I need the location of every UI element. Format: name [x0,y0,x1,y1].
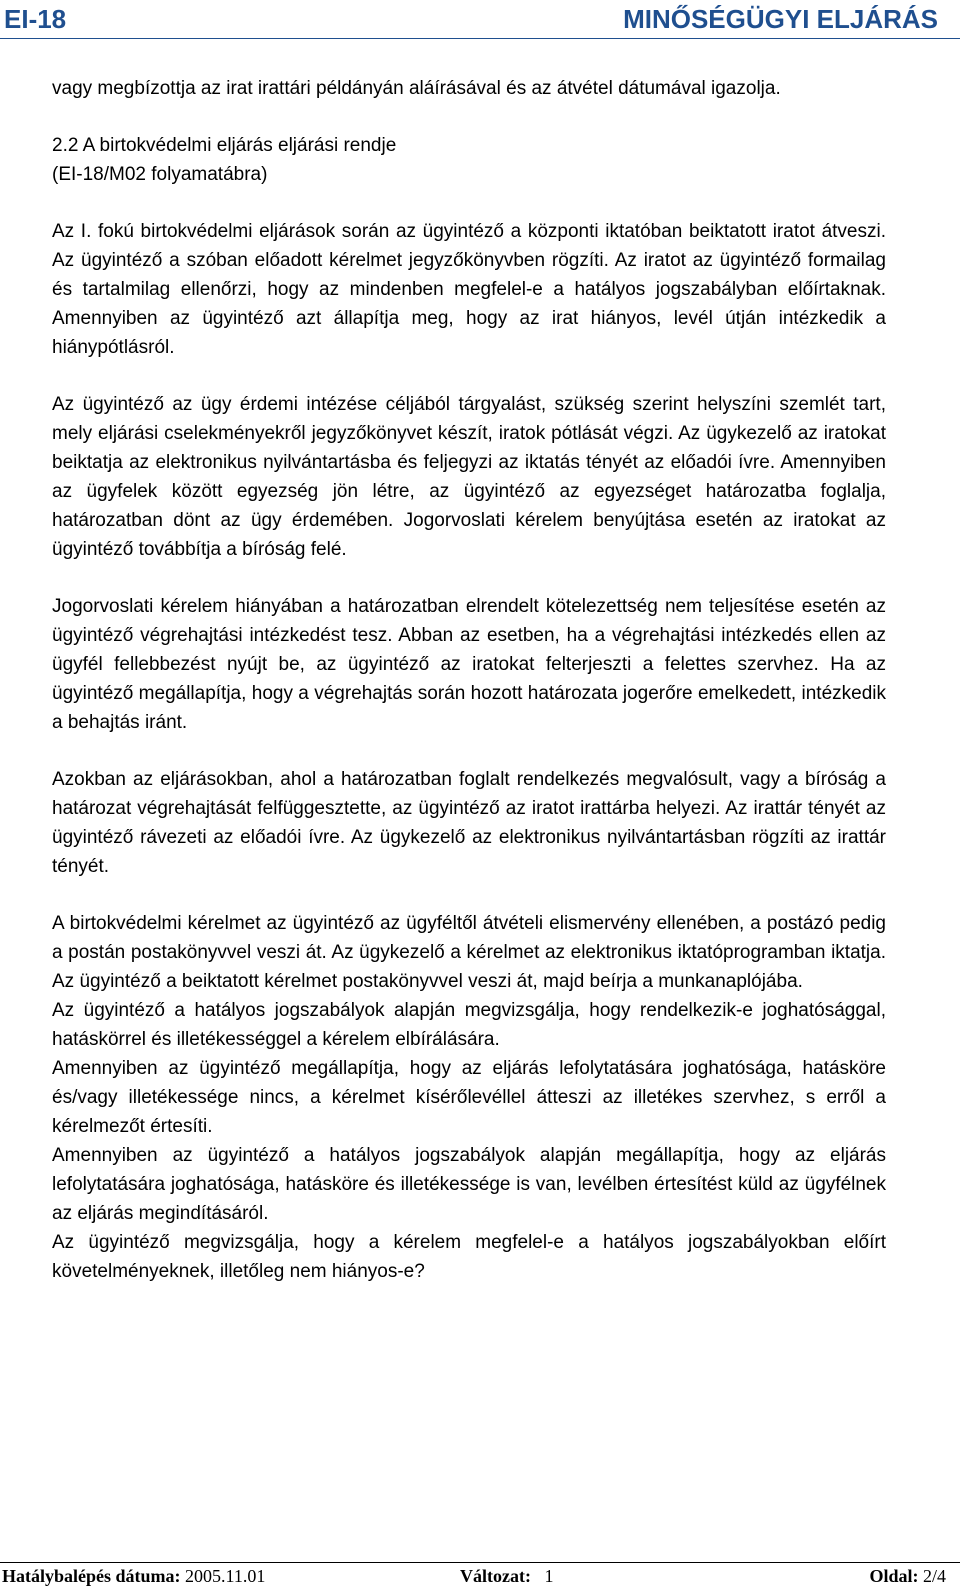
footer-divider [0,1562,960,1563]
section-heading-line2: (EI-18/M02 folyamatábra) [52,164,268,185]
effective-date-label: Hatálybalépés dátuma: [2,1566,181,1586]
version-value: 1 [544,1566,554,1586]
paragraph-enforcement: Jogorvoslati kérelem hiányában a határozatban elrendelt kötelezettség nem teljesítése esetén az ügyintéző végrehajtási intézkedést tesz. Abban az esetben, ha a végrehajtási intézkedés ellen az ügyfél fellebbezést nyújt be, az ügyintéző az iratokat felterjeszti a felettes szervhez. Ha az ügyintéző megállapítja, hogy a végrehajtás során hozott határozata jogerőre emelkedett, intézkedik a behajtás iránt. [52,596,886,733]
paragraph-notification: Amennyiben az ügyintéző a hatályos jogszabályok alapján megállapítja, hogy az eljárás lefolytatására joghatósága, hatásköre és illetékessége is van, levélben értesítést küld az ügyfélnek az eljárás megindításáról. [52,1145,886,1224]
paragraph-requirements-check: Az ügyintéző megvizsgálja, hogy a kérelem megfelel-e a hatályos jogszabályokban előírt követelményeknek, illetőleg nem hiányos-e? [52,1232,886,1282]
paragraph-intake: Az I. fokú birtokvédelmi eljárások során az ügyintéző a központi iktatóban beiktatott iratot átveszi. Az ügyintéző a szóban előadott kérelmet jegyzőkönyvben rögzíti. Az iratot az ügyintéző formailag és tartalmilag ellenőrzi, hogy az mindenben megfelel-e a hatályos jogszabályban előírtaknak. Amennyiben az ügyintéző azt állapítja meg, hogy az irat hiányos, levél útján intézkedik a hiánypótlásról. [52,221,886,358]
header-divider [0,38,960,39]
paragraph-jurisdiction-check: Az ügyintéző a hatályos jogszabályok alapján megvizsgálja, hogy rendelkezik-e joghatósággal, hatáskörrel és illetékességgel a kérelem elbírálására. [52,1000,886,1050]
page-body [52,74,886,1286]
page-number-value: 2/4 [922,1566,946,1586]
document-code: EI-18 [4,4,67,34]
paragraph-archiving: Azokban az eljárásokban, ahol a határozatban foglalt rendelkezés megvalósult, vagy a bíróság a határozat végrehajtását felfüggesztette, az ügyintéző az iratot irattárba helyezi. Az irattár tényét az ügyintéző rávezeti az előadói ívre. Az ügykezelő az elektronikus nyilvántartásban rögzíti az irattár tényét. [52,769,886,877]
paragraph-transfer: Amennyiben az ügyintéző megállapítja, hogy az eljárás lefolytatására joghatósága, hatásköre és/vagy illetékessége nincs, a kérelmet kísérőlevéllel átteszi az illetékes szervhez, s erről a kérelmezőt értesíti. [52,1058,886,1137]
effective-date-value: 2005.11.01 [185,1566,266,1586]
section-heading [52,131,886,189]
effective-date [2,1566,265,1587]
version [460,1566,553,1587]
paragraph-continuation: vagy megbízottja az irat irattári példányán aláírásával és az átvétel dátumával igazolja. [52,78,781,99]
page-number [869,1566,946,1587]
paragraph-hearing: Az ügyintéző az ügy érdemi intézése céljából tárgyalást, szükség szerint helyszíni szemlét tart, mely eljárási cselekményekről jegyzőkönyvet készít, iratok pótlását végzi. Az ügykezelő az iratokat beiktatja az elektronikus nyilvántartásba és feljegyzi az iktatás tényét az előadói ívre. Amennyiben az ügyfelek között egyezség jön létre, az ügyintéző az egyezséget határozatba foglalja, határozatban dönt az ügy érdemében. Jogorvoslati kérelem benyújtása esetén az iratokat az ügyintéző továbbítja a bíróság felé. [52,394,886,560]
document-title: MINŐSÉGÜGYI ELJÁRÁS [623,4,938,34]
paragraph-receipt: A birtokvédelmi kérelmet az ügyintéző az ügyféltől átvételi elismervény ellenében, a postázó pedig a postán postakönyvvel veszi át. Az ügykezelő a kérelmet az elektronikus iktatóprogramban iktatja. Az ügyintéző a beiktatott kérelmet postakönyvvel veszi át, majd beírja a munkanaplójába. [52,913,886,992]
page-number-label: Oldal: [869,1566,919,1586]
page-footer [0,1566,960,1589]
version-label: Változat: [460,1566,531,1586]
section-heading-line1: 2.2 A birtokvédelmi eljárás eljárási rendje [52,135,397,156]
